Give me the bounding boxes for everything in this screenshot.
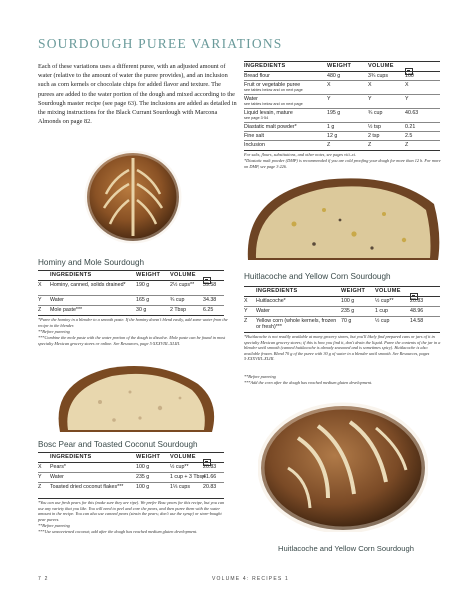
row-weight: Z: [327, 142, 331, 148]
table-note: *Diastatic malt powder (DMP) is recommended if you are cold proofing your dough for more than 12 h. For more on DMP, see page 3·226.: [244, 158, 441, 169]
row-name: Water: [50, 474, 64, 480]
row-sub: see tables below and on next page: [244, 102, 303, 106]
row-name: Hominy, canned, solids drained*: [50, 282, 126, 288]
table-note: **Before pureeing: [38, 329, 70, 334]
row-pct: 100: [405, 73, 414, 79]
row-name: Toasted dried coconut flakes***: [50, 484, 124, 490]
col-volume: VOLUME: [368, 63, 394, 69]
row-volume: X: [368, 82, 372, 88]
row-name: Liquid levain, mature: [244, 110, 293, 116]
row-name: Mole paste***: [50, 307, 83, 313]
col-weight: WEIGHT: [136, 454, 161, 460]
row-volume: 1 cup + 3 Tbsp: [170, 474, 206, 480]
row-volume: ½ cup: [375, 318, 390, 324]
col-weight: WEIGHT: [136, 272, 161, 278]
row-name: Fine salt: [244, 133, 265, 139]
row-weight: 235 g: [136, 474, 150, 480]
row-volume: ½ cup**: [170, 464, 189, 470]
table-note: ***Combine the mole paste with the water portion of the dough to dissolve. Mole paste can be found in most specialty Mexican grocery stores or online. See Resources, page 5·XXXVIII–XLIII.: [38, 335, 226, 346]
col-ingredients: INGREDIENTS: [256, 288, 298, 294]
row-pct: 2.5: [405, 133, 413, 139]
huitlacoche-boule-photo: [258, 398, 428, 532]
row-weight: 1 g: [327, 124, 335, 130]
row-weight: 190 g: [136, 282, 150, 288]
col-volume: VOLUME: [170, 454, 196, 460]
row-weight: 70 g: [341, 318, 352, 324]
row-name: Inclusion: [244, 142, 265, 148]
col-volume: VOLUME: [170, 272, 196, 278]
table-note: *You can use fresh pears for this (make sure they are ripe). We prefer Bosc pears for this recipe, but you can use any variety that you like. You will need to peel and core the pears, and then puree them with the water amount in the recipe. You can also use canned pears (strain the pears; don't use the syrup) or store-bought pear purees.: [38, 500, 225, 522]
row-tag: X: [38, 464, 42, 470]
row-volume: ½ tsp: [368, 124, 381, 130]
col-ingredients: INGREDIENTS: [50, 272, 92, 278]
huitlacoche-crumb-photo: [244, 174, 442, 262]
row-tag: X: [38, 282, 42, 288]
row-tag: Y: [244, 308, 248, 314]
row-weight: 100 g: [136, 464, 150, 470]
row-tag: Y: [38, 297, 42, 303]
row-pct: 41.66: [203, 474, 217, 480]
table-note: **Before pureeing: [244, 374, 276, 379]
row-name: Diastatic malt powder*: [244, 124, 297, 130]
row-weight: X: [327, 82, 331, 88]
row-pct: Z: [405, 142, 409, 148]
row-weight: 30 g: [136, 307, 147, 313]
hominy-title: Hominy and Mole Sourdough: [38, 258, 145, 267]
row-volume: ½ cup**: [375, 298, 394, 304]
table-note: For salts, flours, substitutions, and other notes, see pages viii–xi.: [244, 152, 356, 157]
row-pct: 20.83: [203, 484, 217, 490]
row-pct: 40.63: [405, 110, 419, 116]
table-note: ***Use unsweetened coconut; add after the dough has reached medium gluten development.: [38, 529, 198, 534]
row-pct: 48.96: [410, 308, 424, 314]
row-tag: Y: [38, 474, 42, 480]
row-sub: see tables below and on next page: [244, 88, 303, 92]
row-volume: 3¾ cups: [368, 73, 389, 79]
row-volume: ¾ cup: [170, 297, 185, 303]
row-weight: 100 g: [341, 298, 355, 304]
page-title: SOURDOUGH PUREE VARIATIONS: [38, 36, 283, 51]
row-pct: 14.58: [410, 318, 424, 324]
row-name: Bread flour: [244, 73, 270, 79]
huitlacoche-caption: Huitlacoche and Yellow Corn Sourdough: [278, 544, 414, 553]
row-name: Pears*: [50, 464, 66, 470]
row-weight: 165 g: [136, 297, 150, 303]
table-note: *Huitlacoche is not readily available at many grocery stores, but you'll likely find prepared cans or jars of it in specialty Mexican grocery stores; if this is how you find it, don't drain the liquid. Puree the contents of the jar in a blender until smooth (canned huitlacoche is already seasoned and is sometimes spicy). Huitlacoche is also available frozen. Blend 70 g of the puree with 30 g of water in a blender until smooth. See Resources, pages 5·XXXVIII–XLIII.: [244, 334, 441, 362]
row-volume: 1 cup: [375, 308, 388, 314]
col-ingredients: INGREDIENTS: [244, 63, 286, 69]
row-pct: 20.83: [203, 464, 217, 470]
pear-title: Bosc Pear and Toasted Coconut Sourdough: [38, 440, 198, 449]
row-pct: 34.38: [203, 297, 217, 303]
hominy-bread-photo: [84, 146, 182, 244]
row-weight: 12 g: [327, 133, 338, 139]
row-weight: 100 g: [136, 484, 150, 490]
col-weight: WEIGHT: [327, 63, 352, 69]
row-sub: see page 3·54: [244, 116, 269, 120]
table-note: **Before pureeing: [38, 523, 70, 528]
row-volume: Y: [368, 96, 372, 102]
pear-bread-photo: [40, 362, 226, 434]
row-volume: ¾ cup: [368, 110, 383, 116]
row-pct: 0.21: [405, 124, 416, 130]
row-name: Water: [256, 308, 270, 314]
table-note: ***Add the corn after the dough has reached medium gluten development.: [244, 380, 373, 385]
row-volume: 2½ cups**: [170, 282, 195, 288]
row-name: Water: [50, 297, 64, 303]
row-name: Huitlacoche*: [256, 298, 286, 304]
row-tag: X: [244, 298, 248, 304]
intro-paragraph: Each of these variations uses a different puree, with an adjusted amount of water (relative to the amount of water the puree provides), and an inclusion such as corn kernels or chocolate chips for added flavor and texture. The purees are added to the water portion of the dough and mixed according to the Sourdough master recipe (see page 63). The inclusions are added as detailed in the mixing instructions for the Black Currant Sourdough with Marcona Almonds on page 82.: [38, 63, 237, 126]
row-name: Yellow corn (whole kernels, frozen or fresh)***: [256, 318, 337, 330]
row-pct: 39.58: [203, 282, 217, 288]
row-name: Fruit or vegetable puree: [244, 82, 301, 88]
table-note: *Puree the hominy in a blender to a smooth paste. If the hominy doesn't blend easily, add some water from the recipe to the blender.: [38, 317, 228, 328]
row-weight: 235 g: [341, 308, 355, 314]
row-pct: X: [405, 82, 409, 88]
row-tag: Z: [38, 484, 42, 490]
col-weight: WEIGHT: [341, 288, 366, 294]
row-pct: 20.83: [410, 298, 424, 304]
row-name: Water: [244, 96, 258, 102]
row-weight: 480 g: [327, 73, 341, 79]
col-volume: VOLUME: [375, 288, 401, 294]
huitlacoche-title: Huitlacoche and Yellow Corn Sourdough: [244, 272, 391, 281]
row-tag: Z: [38, 307, 42, 313]
col-ingredients: INGREDIENTS: [50, 454, 92, 460]
row-volume: 2 tsp: [368, 133, 380, 139]
row-pct: 6.25: [203, 307, 214, 313]
row-volume: 1⅓ cups: [170, 484, 191, 490]
row-weight: Y: [327, 96, 331, 102]
running-footer: VOLUME 4: RECIPES 1: [212, 576, 289, 582]
row-weight: 195 g: [327, 110, 341, 116]
row-pct: Y: [405, 96, 409, 102]
page-number: 7 2: [38, 576, 49, 582]
row-volume: Z: [368, 142, 372, 148]
row-volume: 2 Tbsp: [170, 307, 187, 313]
row-tag: Z: [244, 318, 248, 324]
